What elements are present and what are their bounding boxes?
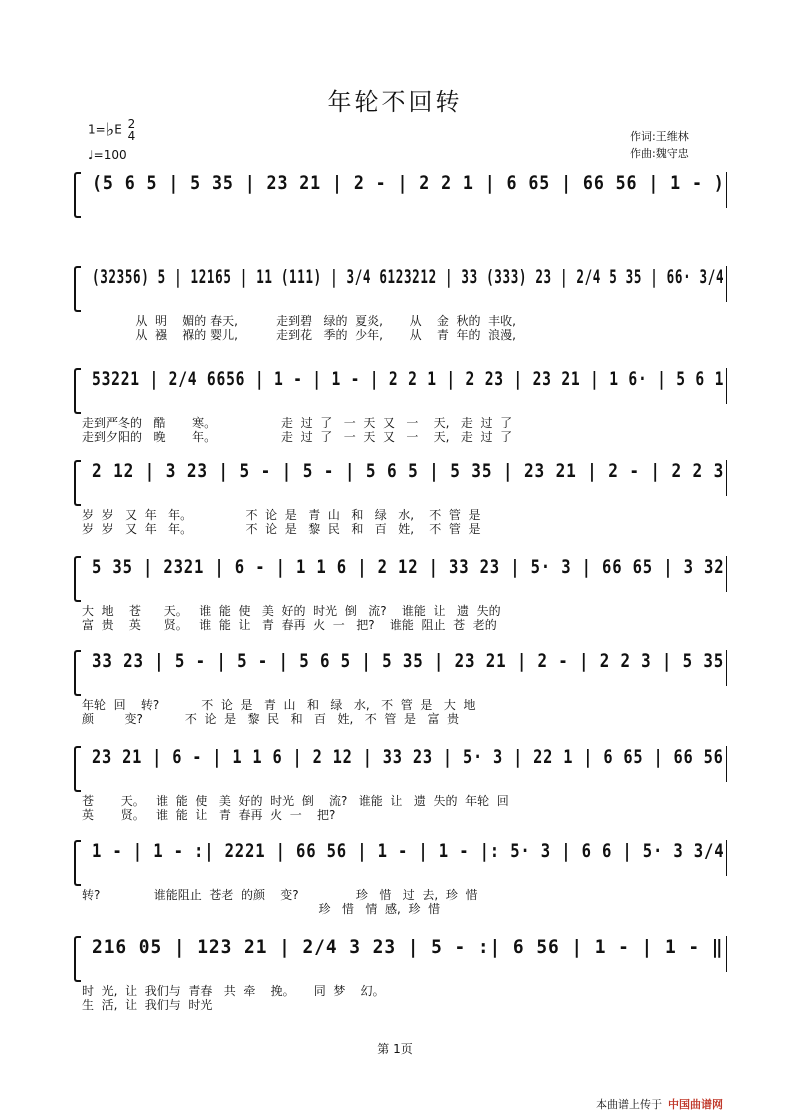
composer-credit: 作曲:魏守忠 (630, 147, 689, 160)
notation-line: 1 - | 1 - :| 2221 | 66 56 | 1 - | 1 - |: 5· 3 | 6 6 | 5· 3 3/4 (92, 840, 725, 862)
lyric-line: 苍 天。 谁 能 使 美 好的 时光 倒 流? 谁能 让 遗 失的 年轮 回 (82, 794, 509, 808)
system-bracket (74, 840, 81, 886)
end-barline (726, 266, 727, 302)
end-barline (726, 936, 727, 972)
staff-system (74, 172, 734, 244)
key-note: E (114, 122, 122, 137)
lyric-line: 富 贵 英 贤。 谁 能 让 青 春再 火 一 把? 谁能 阻止 苍 老的 (82, 618, 497, 632)
lyric-line: 年轮 回 转? 不 论 是 青 山 和 绿 水, 不 管 是 大 地 (82, 698, 476, 712)
system-bracket (74, 556, 81, 602)
system-bracket (74, 650, 81, 696)
staff-system (74, 650, 734, 726)
system-bracket (74, 266, 81, 312)
lyric-line: 珍 惜 情 感, 珍 惜 (82, 902, 441, 916)
staff-system (74, 840, 734, 916)
notation-line: 33 23 | 5 - | 5 - | 5 6 5 | 5 35 | 23 21 | 2 - | 2 2 3 | 5 35 (92, 650, 725, 672)
lyric-line: 岁 岁 又 年 年。 不 论 是 黎 民 和 百 姓, 不 管 是 (82, 522, 481, 536)
system-bracket (74, 172, 81, 218)
notation-line: 2 12 | 3 23 | 5 - | 5 - | 5 6 5 | 5 35 | 23 21 | 2 - | 2 2 3 (92, 460, 725, 482)
lyric-line: 走到夕阳的 晚 年。 走 过 了 一 天 又 一 天, 走 过 了 (82, 430, 513, 444)
lyric-line: 从 襁 褓的 婴儿, 走到花 季的 少年, 从 青 年的 浪漫, (82, 328, 516, 342)
time-denominator: 4 (127, 129, 136, 143)
lyric-line: 从 明 媚的 春天, 走到碧 绿的 夏炎, 从 金 秋的 丰收, (82, 314, 516, 328)
tempo-value: =100 (93, 148, 127, 162)
end-barline (726, 840, 727, 876)
lyric-line: 走到严冬的 酷 寒。 走 过 了 一 天 又 一 天, 走 过 了 (82, 416, 513, 430)
staff-system (74, 368, 734, 444)
tempo-marking (88, 148, 127, 162)
notation-line: 23 21 | 6 - | 1 1 6 | 2 12 | 33 23 | 5· 3 | 22 1 | 6 65 | 66 56 (92, 746, 724, 768)
lyric-line: 颜 变? 不 论 是 黎 民 和 百 姓, 不 管 是 富 贵 (82, 712, 460, 726)
staff-system (74, 266, 734, 342)
quarter-note-icon: ♩ (88, 148, 94, 162)
footer-watermark (596, 1096, 723, 1112)
staff-system (74, 746, 734, 822)
notation-line: 216 05 | 123 21 | 2/4 3 23 | 5 - :| 6 56 | 1 - | 1 - ‖ (92, 936, 724, 958)
lyric-line: 时 光, 让 我们与 青春 共 牵 挽。 同 梦 幻。 (82, 984, 385, 998)
footer-text: 本曲谱上传于 (596, 1098, 662, 1111)
notation-line: (5 6 5 | 5 35 | 23 21 | 2 - | 2 2 1 | 6 65 | 66 56 | 1 - ) (92, 172, 725, 194)
key-signature (88, 118, 135, 142)
end-barline (726, 556, 727, 592)
time-signature (128, 118, 136, 142)
lyric-line: 转? 谁能阻止 苍老 的颜 变? 珍 惜 过 去, 珍 惜 (82, 888, 478, 902)
key-prefix: 1= (88, 122, 106, 137)
lyric-line: 英 贤。 谁 能 让 青 春再 火 一 把? (82, 808, 336, 822)
staff-system (74, 556, 734, 632)
staff-system (74, 936, 734, 1012)
system-bracket (74, 936, 81, 982)
lyric-line: 岁 岁 又 年 年。 不 论 是 青 山 和 绿 水, 不 管 是 (82, 508, 481, 522)
lyric-line: 大 地 苍 天。 谁 能 使 美 好的 时光 倒 流? 谁能 让 遗 失的 (82, 604, 501, 618)
notation-line: (32356) 5 | 12165 | 11 (111) | 3/4 6123212 | 33 (333) 23 | 2/4 5 35 | 66· 3/4 (92, 266, 725, 288)
page-number: 第 1页 (377, 1042, 413, 1056)
staff-system (74, 460, 734, 536)
system-bracket (74, 746, 81, 792)
notation-line: 5 35 | 2321 | 6 - | 1 1 6 | 2 12 | 33 23 | 5· 3 | 66 65 | 3 32 (92, 556, 725, 578)
end-barline (726, 746, 727, 782)
system-bracket (74, 368, 81, 414)
end-barline (726, 172, 727, 208)
system-bracket (74, 460, 81, 506)
end-barline (726, 368, 727, 404)
notation-line: 53221 | 2/4 6656 | 1 - | 1 - | 2 2 1 | 2 23 | 23 21 | 1 6· | 5 6 1 (92, 368, 725, 390)
lyric-line: 生 活, 让 我们与 时光 (82, 998, 213, 1012)
end-barline (726, 460, 727, 496)
song-title: 年轮不回转 (327, 88, 463, 116)
footer-brand-logo: 中国曲谱网 (668, 1098, 723, 1111)
end-barline (726, 650, 727, 686)
flat-icon: ♭ (105, 119, 115, 141)
lyricist-credit: 作词:王维林 (630, 130, 689, 143)
time-numerator: 2 (127, 117, 136, 131)
